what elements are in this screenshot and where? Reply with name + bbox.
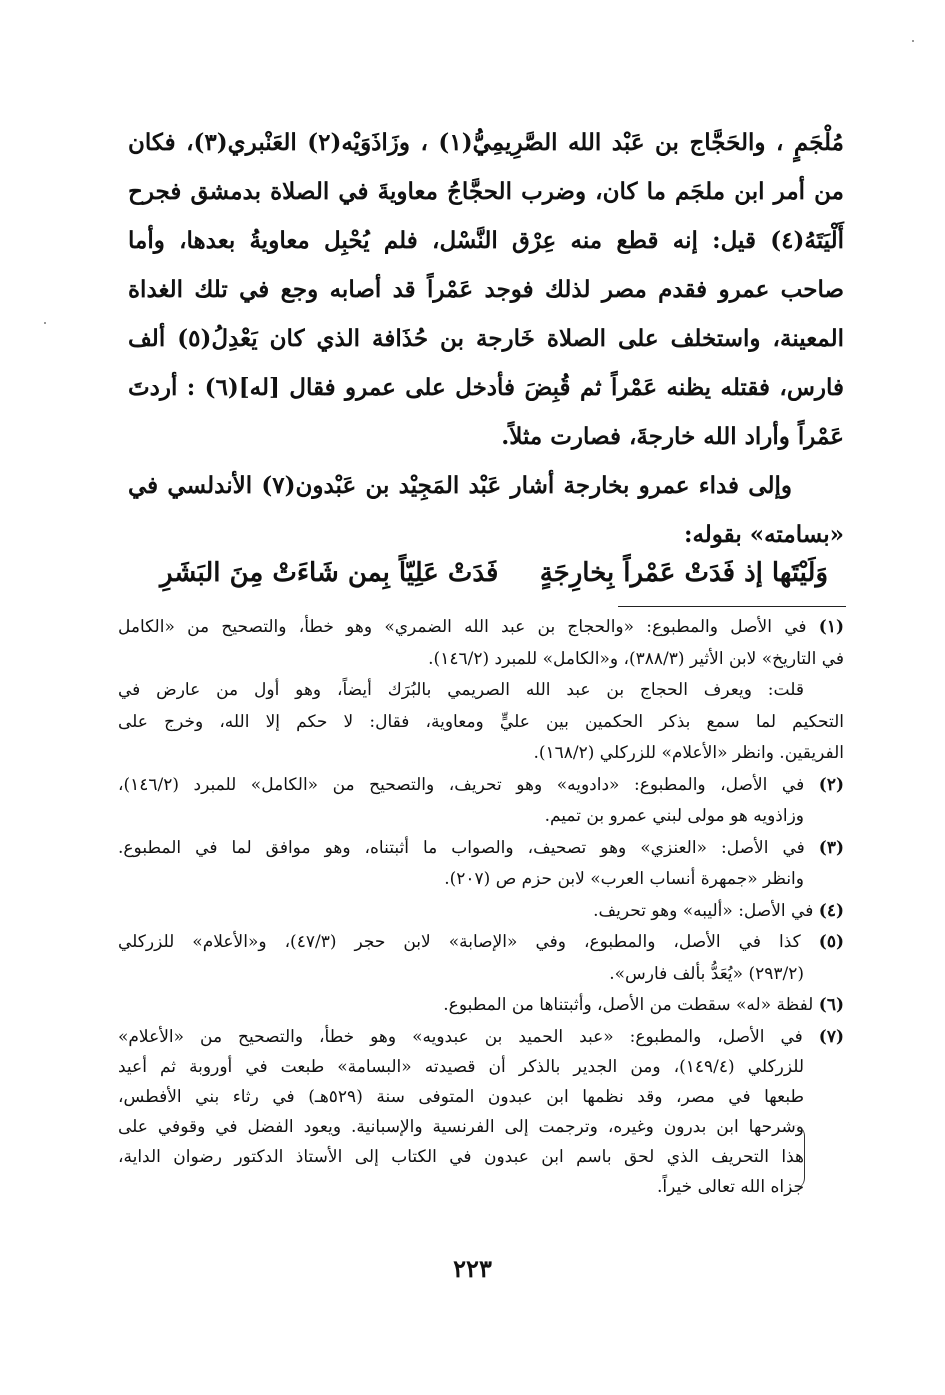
footnote-line: للزركلي (١٤٩/٤)، ومن الجدير بالذكر أن قصيدته «البسامة» طبعت في أوروبة ثم أعيد	[118, 1056, 805, 1077]
poetry-verse	[160, 548, 828, 598]
footnote-3	[118, 833, 844, 896]
footnote-line: وزاذويه هو مولى لبني عمرو بن تميم.	[544, 806, 804, 826]
footnote-text: في الأصل، والمطبوع: «دادويه» وهو تحريف، والتصحيح من «الكامل» للمبرد (١٤٦/٢)،	[118, 774, 805, 795]
main-line: صاحب عمرو فقدم مصر لذلك فوجد عَمْراً قد أصابه وجع في تلك الغداة	[128, 276, 844, 303]
footnote-5	[118, 927, 844, 990]
footnote-line	[118, 990, 844, 1022]
scan-speck	[912, 40, 914, 42]
footnote-line: هذا التحريف الذي لحق باسم ابن عبدون في الكتاب إلى الأستاذ الدكتور رضوان الداية،	[118, 1146, 804, 1167]
footnote-line	[118, 896, 844, 928]
footnote-1	[118, 612, 844, 675]
footnote-line: التحكيم لما سمع بذكر الحكمين بين عليٍّ ومعاوية، فقال: لا حكم إلا الله، وخرج على	[118, 711, 844, 732]
main-line: أَلْيَتَهُ(٤) قيل: إنه قطع منه عِرْق النَّسْل، فلم يُحْبِل معاويةُ بعدها، وأما	[128, 227, 844, 254]
verse-second-hemistich: فَدَتْ عَلِيّاً بِمن شَاءَتْ مِنَ البَشَرِ	[160, 558, 499, 588]
footnote-line: طبعها في مصر، وقد نظمها ابن عبدون المتوفى سنة (٥٢٩هـ) في رثاء بني الأفطس،	[118, 1086, 804, 1107]
footnote-text: في الأصل والمطبوع: «والحجاج بن عبد الله الضمري» وهو خطأ، والتصحيح من «الكامل	[118, 617, 807, 637]
footnote-line	[118, 927, 844, 959]
footnote-1-comment	[118, 675, 844, 770]
main-line: مُلْجَمٍ ، والحَجَّاج بن عَبْد الله الصَّرِيمِيُّ(١) ، وزَاذَوَيْه(٢) العَنْبري(٣)، فكان	[128, 129, 844, 156]
main-line: عَمْراً وأراد الله خارجةَ، فصارت مثلاً.	[501, 423, 844, 450]
footnote-text: في الأصل، والمطبوع: «عبد الحميد بن عبدويه» وهو خطأ، والتصحيح من «الأعلام»	[118, 1026, 803, 1047]
footnote-line: في التاريخ» لابن الأثير (٣٨٨/٣)، و«الكامل» للمبرد (١٤٦/٢).	[428, 648, 844, 669]
footnote-line	[118, 833, 844, 865]
footnotes	[118, 612, 844, 1202]
main-line: فارس، فقتله يظنه عَمْراً ثم قُبِضَ فأدخل على عمرو فقال [له](٦) : أردتَ	[128, 374, 845, 401]
footnote-line: وشرحها ابن بدرون وغيره، وترجمت إلى الفرنسية والإسبانية. ويعود الفضل في وقوفي على	[118, 1116, 804, 1137]
footnote-line: قلت: ويعرف الحجاج بن عبد الله الصريمي بالبُرَك أيضاً، وهو أول من عارض في	[118, 680, 804, 700]
footnote-text: في الأصل: «أليبه» وهو تحريف.	[593, 900, 814, 921]
main-line: «بسامته» بقوله:	[683, 521, 844, 548]
footnote-number: (٤)	[818, 900, 844, 921]
footnote-line	[118, 770, 844, 802]
footnote-line: (٢٩٣/٢) «يُعَدُّ بألف فارس».	[609, 963, 804, 984]
footnote-line	[118, 1022, 844, 1052]
footnote-7	[118, 1022, 844, 1202]
footnote-number: (٣)	[818, 837, 844, 858]
footnote-4	[118, 896, 844, 928]
footnote-line: الفريقين. وانظر «الأعلام» للزركلي (١٦٨/٢).	[533, 743, 844, 763]
footnote-separator	[618, 606, 846, 607]
footnote-number: (٦)	[818, 995, 844, 1015]
footnote-text: لفظة «له» سقطت من الأصل، وأثبتناها من المطبوع.	[443, 995, 814, 1015]
main-line: وإلى فداء عمرو بخارجة أشار عَبْد المَجِيْد بن عَبْدون(٧) الأندلسي في	[128, 472, 792, 499]
main-text	[128, 118, 844, 559]
footnote-2	[118, 770, 844, 833]
footnote-number: (١)	[818, 617, 845, 637]
footnote-number: (٧)	[818, 1026, 844, 1047]
verse-first-hemistich: وَلَيْتَها إذ فَدَتْ عَمْراً بِخارِجَةٍ	[539, 558, 828, 588]
footnote-text: كذا في الأصل، والمطبوع، وفي «الإصابة» لابن حجر (٤٧/٣)، و«الأعلام» للزركلي	[118, 932, 801, 952]
footnote-number: (٢)	[818, 774, 844, 795]
main-line: المعينة، واستخلف على الصلاة خَارجة بن حُذَافة الذي كان يَعْدِلُ(٥) ألف	[128, 325, 844, 352]
scan-speck	[44, 322, 46, 324]
page-number: ٢٢٣	[453, 1254, 492, 1283]
footnote-text: في الأصل: «العنزي» وهو تصحيف، والصواب ما أثبتناه، وهو موافق لما في المطبوع.	[118, 837, 805, 858]
footnote-6	[118, 990, 844, 1022]
margin-bracket-mark	[794, 1125, 805, 1189]
footnote-line: جزاه الله تعالى خيراً.	[657, 1176, 804, 1197]
footnote-number: (٥)	[818, 932, 844, 952]
footnote-line	[118, 612, 844, 644]
main-line: من أمر ابن ملجَم ما كان، وضرب الحجَّاجُ معاويةَ في الصلاة بدمشق فجرح	[128, 178, 844, 205]
footnote-line: وانظر «جمهرة أنساب العرب» لابن حزم ص (٢٠٧).	[444, 869, 804, 889]
